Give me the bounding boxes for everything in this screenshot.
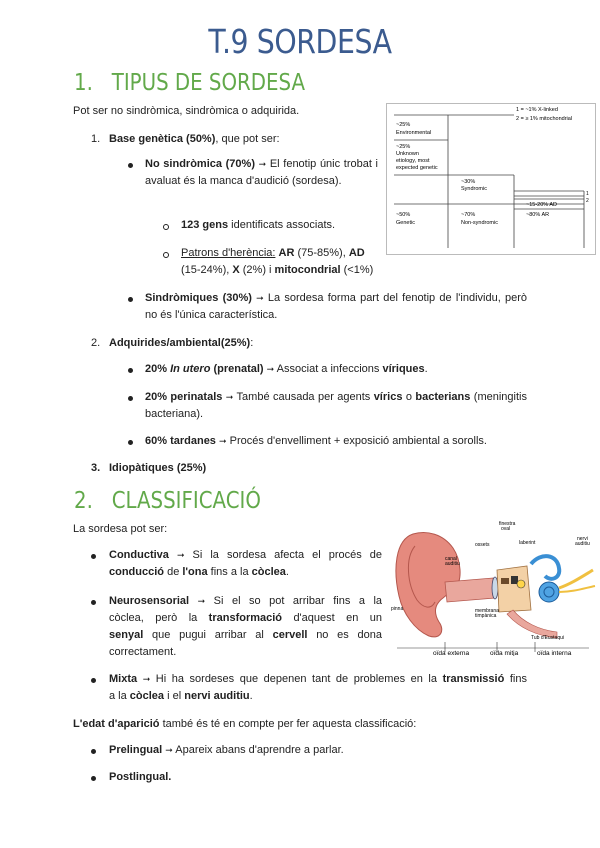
heading-number: 2. — [74, 488, 93, 514]
heading-number: 1. — [74, 70, 93, 96]
bullet — [128, 163, 133, 168]
page-title: T.9 SORDESA — [208, 22, 392, 61]
bullet — [128, 368, 133, 373]
intro-text-2: La sordesa pot ser: — [73, 523, 168, 535]
bullet — [128, 396, 133, 401]
label-canal-2: auditiu — [445, 561, 460, 567]
list-item-genetic: Base genètica (50%), que pot ser: — [109, 133, 280, 145]
list-item-acquired: Adquirides/ambiental(25%): — [109, 337, 254, 349]
list-item-sensorineural: Neurosensorial ➞ Si el so pot arribar fins a la còclea, però la transformació d'aquest en un senyal que pugui arribar al cervell no es dona correctament. — [109, 595, 383, 658]
label-tub: Tub d'Eustaqui — [531, 635, 565, 641]
list-item-postlingual: Postlingual. — [109, 771, 172, 783]
ear-canal-shape — [445, 578, 495, 602]
label-pinna: pinna — [391, 606, 404, 612]
unk-l1: Unknown — [396, 151, 419, 157]
label-canal-1: canal — [445, 556, 457, 562]
label-oida-externa: oïda externa — [433, 650, 470, 656]
ar-label: ~80% AR — [526, 212, 550, 218]
list-item-syndromic: Sindròmiques (30%) ➞ La sordesa forma part del fenotip de l'individu, però no és l'única característica. — [145, 292, 527, 321]
ad-label: ~15-20% AD — [526, 202, 558, 208]
list-item-prelingual: Prelingual ➞ Apareix abans d'aprendre a parlar. — [109, 744, 344, 756]
unk-pct: ~25% — [396, 144, 411, 150]
heading-text: CLASSIFICACIÓ — [111, 488, 261, 514]
middle-ear-shape — [497, 566, 531, 612]
bullet — [128, 297, 133, 302]
unk-l2: etiology, most — [396, 158, 430, 164]
bullet — [91, 600, 96, 605]
label-membrana-2: timpànica — [475, 613, 497, 619]
list-item-in-utero: 20% In utero (prenatal) ➞ Associat a infeccions víriques. — [145, 363, 428, 375]
env-pct: ~25% — [396, 122, 411, 128]
diagram-frame — [387, 104, 596, 255]
section-heading-2 — [74, 488, 261, 514]
list-item-mixed: Mixta ➞ Hi ha sordeses que depenen tant de problemes en la transmissió fins a la còclea i el nervi auditiu. — [109, 673, 527, 702]
legend-1: 1 = ~1% X-linked — [516, 107, 558, 113]
heading-text: TIPUS DE SORDESA — [111, 70, 305, 96]
small-label-1: 1 — [586, 191, 589, 197]
bullet — [91, 554, 96, 559]
bullet — [128, 440, 133, 445]
bullet — [91, 776, 96, 781]
label-oida-mitja: oïda mitja — [490, 650, 519, 656]
label-finestra-2: oval — [501, 526, 511, 532]
list-item-perinatal: 20% perinatals ➞ També causada per agents vírics o bacterians (meningitis bacteriana). — [145, 391, 527, 420]
small-label-2: 2 — [586, 198, 589, 204]
legend-2: 2 = ≥ 1% mitochondrial — [516, 116, 573, 122]
label-ossets: ossets — [475, 542, 490, 548]
label-nervi-2: auditiu — [575, 541, 590, 547]
nsyn-pct: ~70% — [461, 212, 476, 218]
label-finestra-1: finestra — [499, 521, 516, 527]
list-item-late: 60% tardanes ➞ Procés d'envelliment + exposició ambiental a sorolls. — [145, 435, 487, 447]
gen-pct: ~50% — [396, 212, 411, 218]
bullet — [91, 749, 96, 754]
label-membrana-1: membrana — [475, 608, 499, 614]
list-number: 1. — [91, 133, 101, 145]
intro-text: Pot ser no sindròmica, sindròmica o adquirida. — [73, 105, 300, 117]
unk-l3: expected genetic — [396, 165, 438, 171]
sub-bullet — [163, 224, 169, 230]
bullet — [91, 678, 96, 683]
syn-label: Syndromic — [461, 186, 487, 192]
sub-bullet — [163, 252, 169, 258]
gen-label: Genetic — [396, 220, 415, 226]
list-item-conductive: Conductiva ➞ Si la sordesa afecta el procés de conducció de l'ona fins a la còclea. — [109, 549, 383, 578]
list-number: 2. — [91, 337, 101, 349]
list-number: 3. — [91, 462, 101, 474]
label-nervi-1: nervi — [577, 536, 588, 542]
env-label: Environmental — [396, 130, 432, 136]
list-item-genes: 123 gens identificats associats. — [181, 219, 336, 231]
section-heading-1 — [74, 70, 305, 96]
cochlea-shape — [539, 582, 559, 602]
ear-anatomy-illustration — [389, 518, 597, 656]
nsyn-label: Non-syndromic — [461, 220, 498, 226]
etiology-diagram — [386, 103, 596, 255]
label-oida-interna: oïda interna — [537, 650, 572, 656]
list-item-inheritance: Patrons d'herència: AR (75-85%), AD (15-24%), X (2%) i mitocondrial (<1%) — [181, 247, 374, 276]
list-item-non-syndromic: No sindròmica (70%) ➞ El fenotip únic trobat i avaluat és la manca d'audició (sordesa). — [145, 158, 378, 187]
syn-pct: ~30% — [461, 179, 476, 185]
list-item-idiopathic: Idiopàtiques (25%) — [109, 462, 207, 474]
label-laberint: laberint — [519, 540, 536, 546]
age-onset-text: L'edat d'aparició també és té en compte per fer aquesta classificació: — [73, 718, 417, 730]
